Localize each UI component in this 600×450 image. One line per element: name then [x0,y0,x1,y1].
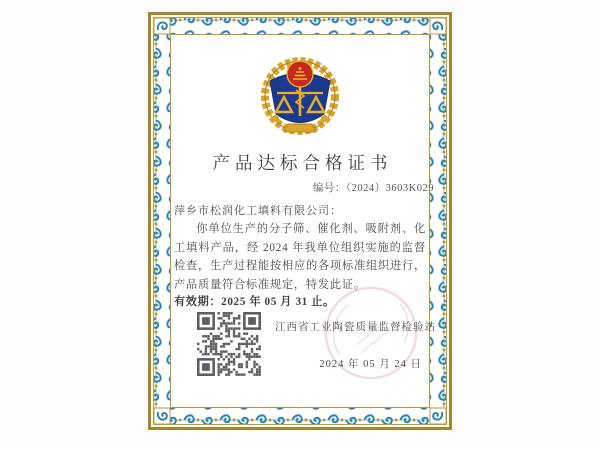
certificate-content [148,12,452,430]
certificate [148,12,452,430]
issuer-name: 江西省工业陶瓷质量监督检验站 [275,322,436,333]
serial-number: 编号：（2024）3603K029 [312,183,434,194]
issue-date: 2024 年 05 月 24 日 [319,359,422,370]
quality-supervision-badge-icon [259,52,341,138]
certificate-body: 你单位生产的分子筛、催化剂、吸附剂、化工填料产品，经 2024 年我单位组织实施的监督检查，生产过程能按相应的各项标准组织进行，产品质量符合标准规定，特发此证。 [174,223,426,291]
recipient-company: 萍乡市松润化工填料有限公司： [174,205,342,217]
qr-code [197,312,261,376]
certificate-title: 产品达标合格证书 [212,153,393,173]
validity-line: 有效期：2025 年 05 月 31 止。 [174,296,335,308]
